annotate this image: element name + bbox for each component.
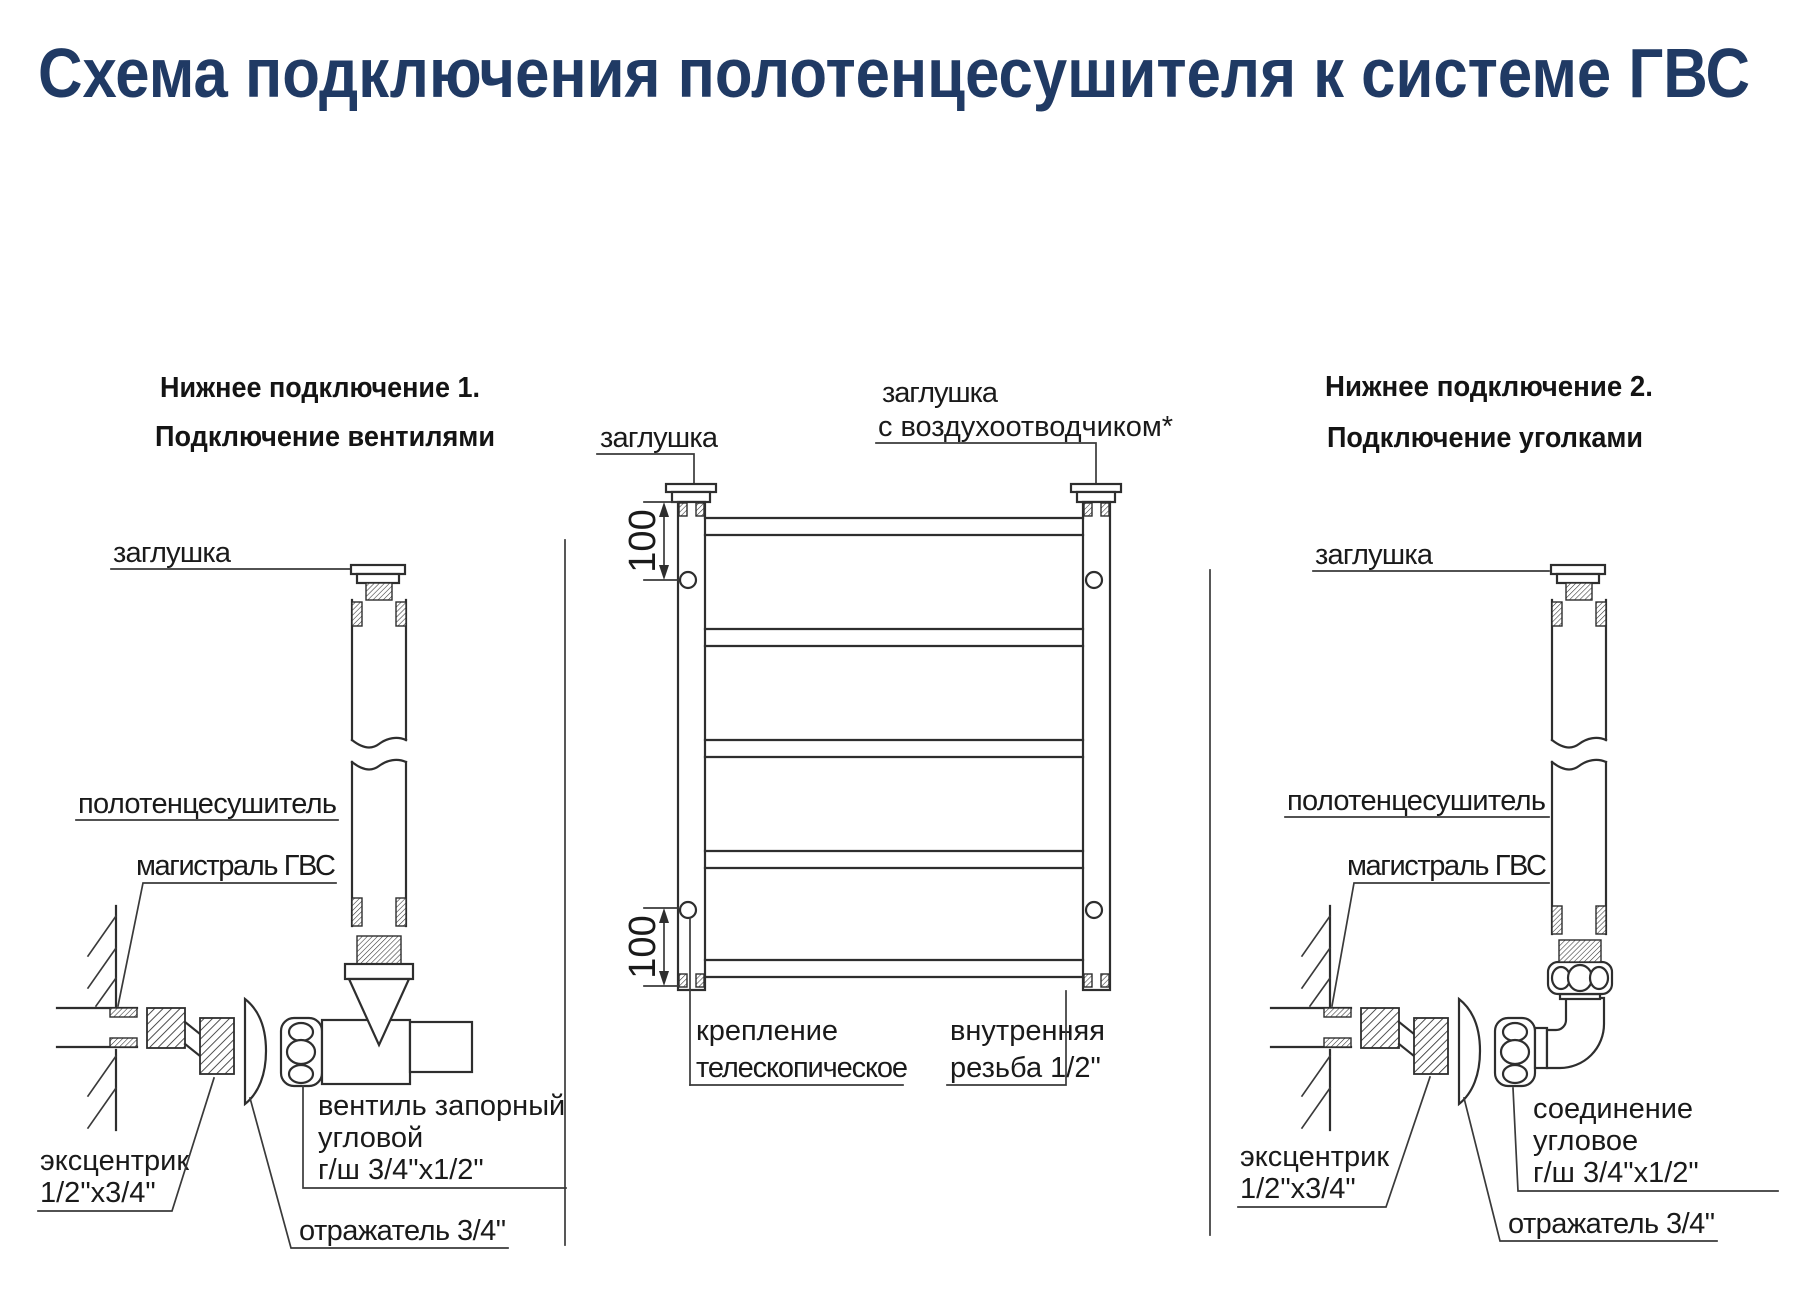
- mid-airvent-label-1: заглушка: [882, 377, 998, 409]
- left-reflector-dome: [245, 999, 266, 1104]
- thread-label-2: резьба 1/2": [950, 1052, 1101, 1084]
- right-wall: [1302, 906, 1330, 1130]
- dim-top-value: 100: [622, 509, 664, 573]
- right-connection-diagram: [1238, 539, 1778, 1241]
- right-eccentric-label-2: 1/2"х3/4": [1240, 1173, 1356, 1205]
- page-title: Схема подключения полотенцесушителя к системе ГВС: [38, 34, 1750, 112]
- right-elbow-annotation: [1513, 1088, 1778, 1191]
- mid-airvent-label-2: с воздухоотводчиком*: [878, 411, 1173, 443]
- mount-annotation: [690, 918, 908, 1085]
- thread-label-1: внутренняя: [950, 1015, 1105, 1047]
- right-section-header: [1325, 371, 1653, 454]
- left-cap-plug: [351, 565, 405, 600]
- dimension-top-100: [622, 502, 678, 580]
- right-elbow-label-1: соединение: [1533, 1093, 1694, 1125]
- right-reflector-label: отражатель 3/4": [1508, 1208, 1715, 1240]
- left-angle-valve: [281, 936, 472, 1086]
- left-cap-label: заглушка: [113, 537, 231, 569]
- cap-plug-left: [666, 484, 716, 502]
- left-hws-main-label: магистраль ГВС: [136, 850, 336, 882]
- right-hws-main-annotation: [1332, 850, 1549, 1006]
- thread-annotation: [947, 991, 1105, 1085]
- right-heading-2: Подключение уголками: [1327, 422, 1643, 454]
- left-valve-label-1: вентиль запорный: [318, 1090, 566, 1122]
- left-wall: [88, 906, 116, 1130]
- mid-cap-label: заглушка: [600, 422, 718, 454]
- right-eccentric-fitting: [1361, 1008, 1448, 1074]
- right-towel-pipe: [1552, 600, 1606, 934]
- mount-hole-bottom-right: [1086, 902, 1102, 918]
- right-elbow-label-3: г/ш 3/4"х1/2": [1533, 1157, 1699, 1189]
- right-elbow-label-2: угловое: [1533, 1125, 1639, 1157]
- right-heading-1: Нижнее подключение 2.: [1325, 371, 1653, 403]
- mount-hole-top-right: [1086, 572, 1102, 588]
- right-towel-rail-label: полотенцесушитель: [1287, 785, 1546, 817]
- right-cap-label: заглушка: [1315, 539, 1433, 571]
- left-wall-pipe: [57, 1008, 137, 1047]
- mount-hole-top-left: [680, 572, 696, 588]
- dimension-bottom-100: [622, 908, 678, 986]
- left-reflector-label: отражатель 3/4": [299, 1215, 506, 1247]
- left-valve-annotation: [303, 1086, 566, 1188]
- towel-rail-front-view: [597, 377, 1173, 1085]
- right-hws-main-label: магистраль ГВС: [1347, 850, 1547, 882]
- rail-bars: [705, 518, 1083, 977]
- mount-label-2: телескопическое: [696, 1052, 908, 1084]
- dim-bottom-value: 100: [622, 915, 664, 979]
- left-heading-2: Подключение вентилями: [155, 421, 495, 453]
- right-wall-pipe: [1271, 1008, 1351, 1047]
- right-angle-union: [1495, 940, 1612, 1086]
- left-towel-rail-label: полотенцесушитель: [78, 788, 337, 820]
- mount-hole-bottom-left: [680, 902, 696, 918]
- left-eccentric-fitting: [147, 1008, 234, 1074]
- mid-cap-leader: [597, 454, 694, 483]
- left-connection-diagram: [38, 537, 566, 1248]
- left-valve-label-2: угловой: [318, 1122, 424, 1154]
- mid-airvent-leader: [876, 443, 1096, 483]
- left-eccentric-label-1: эксцентрик: [40, 1145, 190, 1177]
- mount-label-1: крепление: [696, 1015, 839, 1047]
- right-cap-plug: [1551, 565, 1605, 600]
- left-heading-1: Нижнее подключение 1.: [160, 372, 480, 404]
- right-eccentric-label-1: эксцентрик: [1240, 1141, 1390, 1173]
- left-eccentric-label-2: 1/2"х3/4": [40, 1177, 156, 1209]
- left-hws-main-annotation: [118, 850, 336, 1006]
- left-towel-pipe: [352, 600, 406, 926]
- right-reflector-dome: [1459, 999, 1480, 1104]
- cap-airvent-right: [1071, 484, 1121, 502]
- right-eccentric-annotation: [1238, 1077, 1430, 1207]
- left-valve-label-3: г/ш 3/4"х1/2": [318, 1154, 484, 1186]
- left-section-header: [155, 372, 495, 453]
- left-eccentric-annotation: [38, 1078, 214, 1211]
